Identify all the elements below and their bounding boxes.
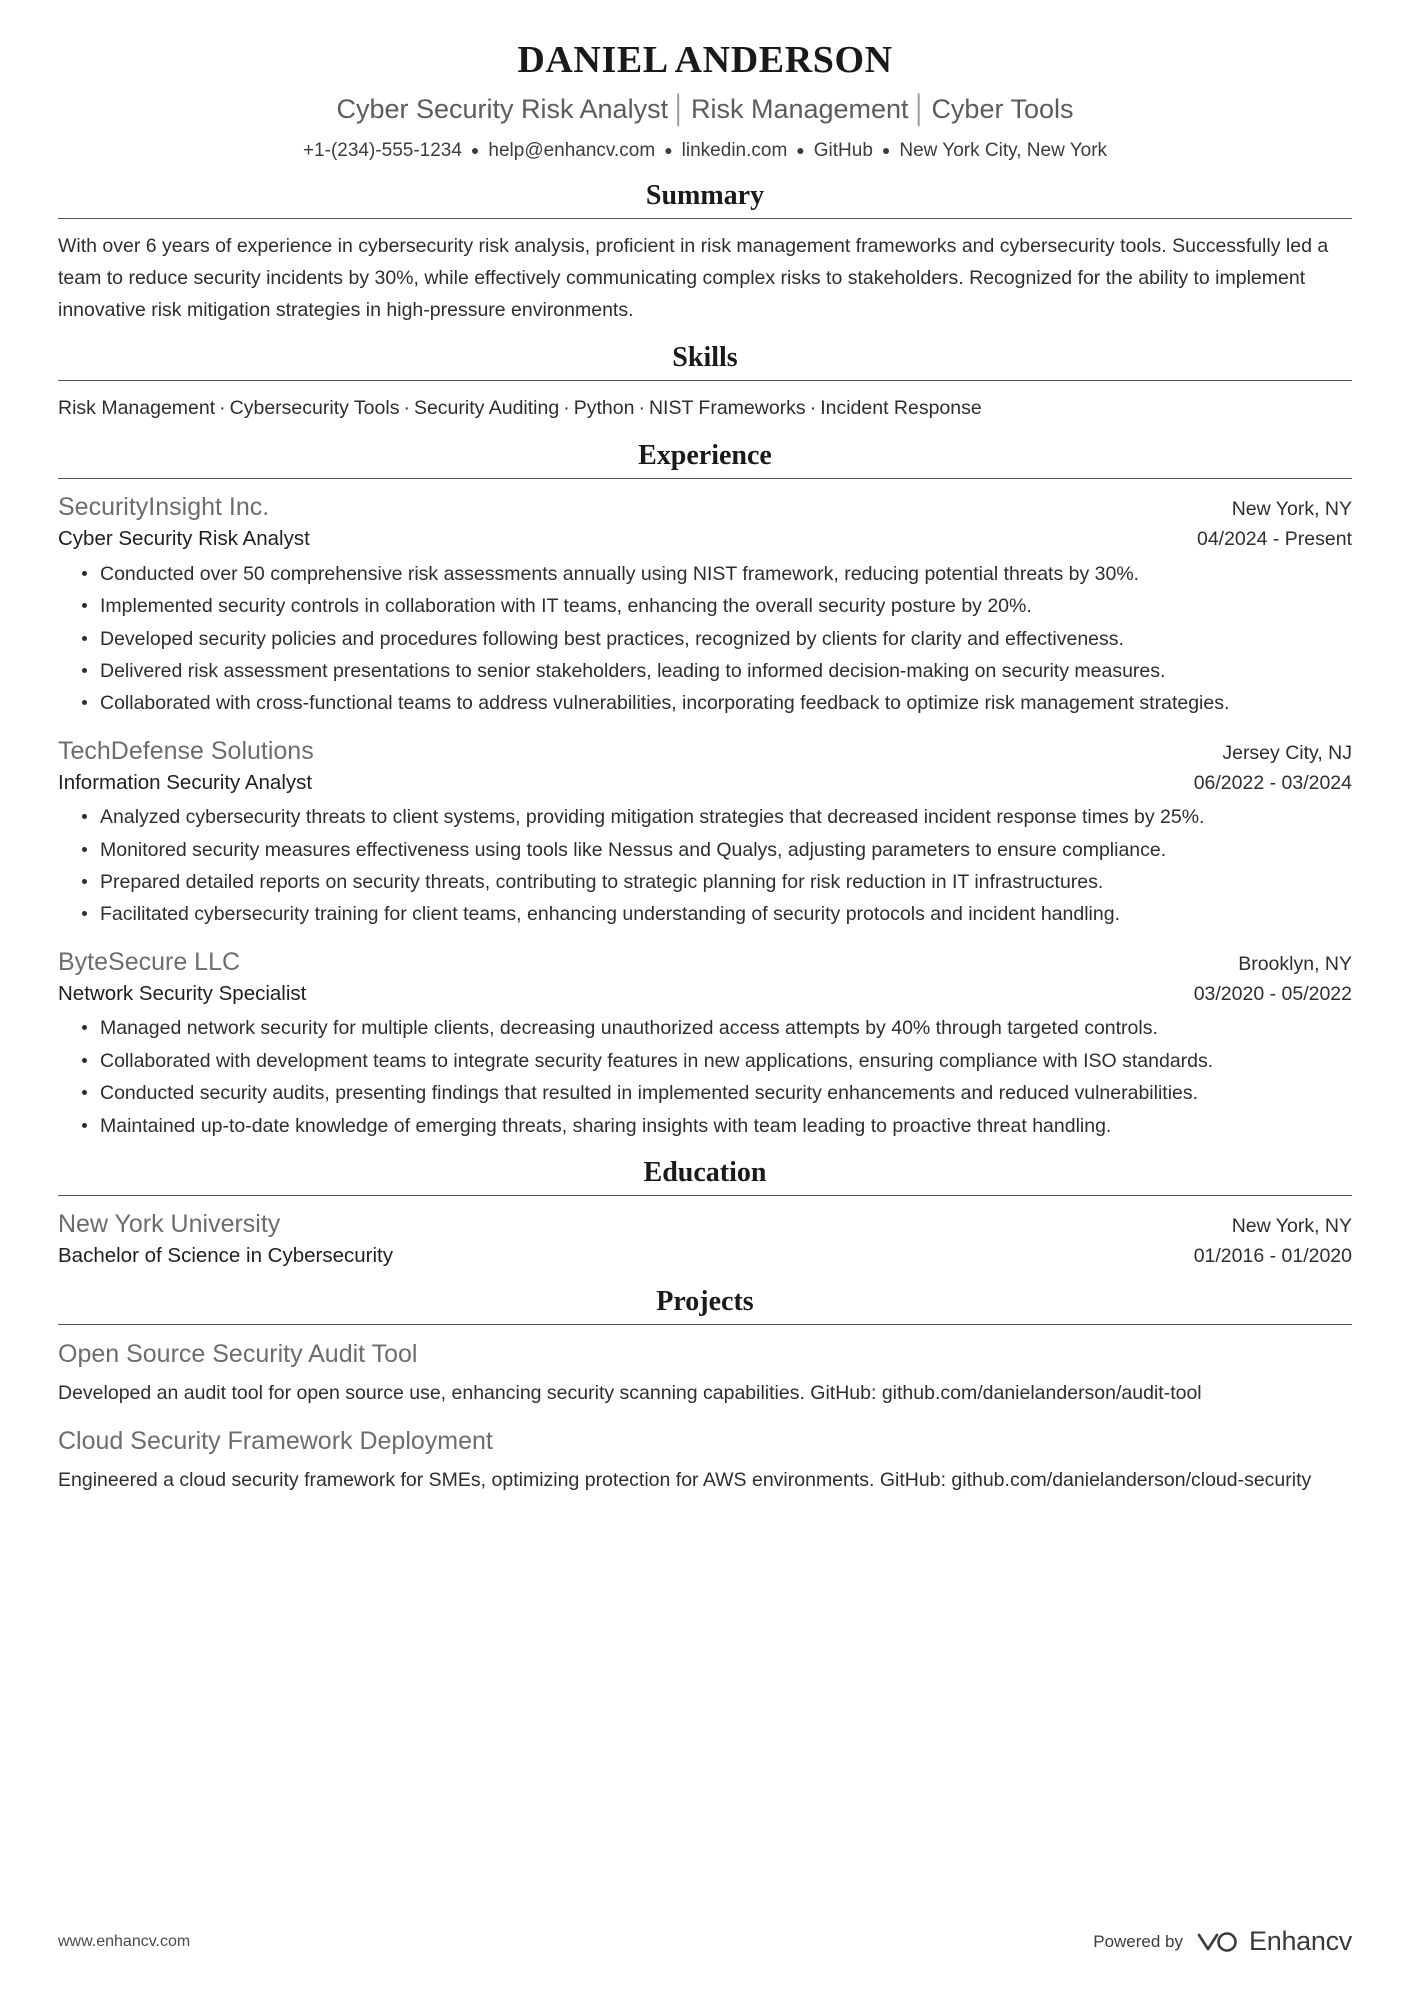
- section-title-skills: Skills: [672, 342, 738, 374]
- job-title: Network Security Specialist: [58, 981, 307, 1005]
- summary-text: With over 6 years of experience in cybersecurity risk analysis, proficient in risk management frameworks and cybersecurity tools. Successfully led a team to reduce security incidents by 30%, while effectively communicating complex risks to stakeholders. Recognized for the ability to implement innovative risk mitigation strategies in high-pressure environments.: [58, 235, 1329, 321]
- experience-entry: [58, 735, 1352, 930]
- job-dates: 03/2020 - 05/2022: [1193, 982, 1352, 1005]
- headline-separator: │: [911, 94, 929, 125]
- job-bullet: Prepared detailed reports on security threats, contributing to strategic planning for risk reduction in IT infrastructures.: [82, 867, 1352, 897]
- experience-entry-header: [58, 491, 1352, 525]
- experience-entry-header: [58, 735, 1352, 769]
- candidate-headline: [58, 91, 1352, 127]
- job-bullet: Analyzed cybersecurity threats to client systems, providing mitigation strategies that decreased incident response times by 25%.: [82, 802, 1352, 832]
- job-bullet: Collaborated with development teams to integrate security features in new applications, ensuring compliance with ISO standards.: [82, 1046, 1352, 1076]
- section-experience: [58, 440, 1352, 1141]
- contact-dot: ●: [470, 142, 480, 159]
- section-title-projects: Projects: [656, 1286, 754, 1318]
- section-divider: [58, 380, 1352, 381]
- degree-dates: 01/2016 - 01/2020: [1193, 1244, 1352, 1267]
- section-divider: [58, 478, 1352, 479]
- resume-header: [58, 36, 1352, 164]
- skill-separator: ·: [403, 397, 410, 420]
- experience-entry: [58, 491, 1352, 718]
- section-divider: [58, 1324, 1352, 1325]
- project-title: Cloud Security Framework Deployment: [58, 1426, 493, 1455]
- job-bullet: Delivered risk assessment presentations to senior stakeholders, leading to informed decision-making on security measures.: [82, 656, 1352, 686]
- skill-item: NIST Frameworks: [648, 397, 806, 420]
- contact-phone: +1-(234)-555-1234: [302, 139, 462, 161]
- education-entry: [58, 1208, 1352, 1270]
- job-bullet: Managed network security for multiple clients, decreasing unauthorized access attempts by 40% through targeted controls.: [82, 1013, 1352, 1043]
- company-name: TechDefense Solutions: [58, 736, 314, 765]
- job-bullet: Conducted over 50 comprehensive risk assessments annually using NIST framework, reducing potential threats by 30%.: [82, 559, 1352, 589]
- experience-entry-subheader: [58, 980, 1352, 1009]
- experience-entry-header: [58, 946, 1352, 980]
- footer-website-url[interactable]: www.enhancv.com: [58, 1932, 191, 1950]
- enhancv-logo: [1195, 1926, 1352, 1957]
- company-location: Brooklyn, NY: [1238, 952, 1352, 975]
- job-bullets: [58, 559, 1352, 719]
- headline-part-3: Cyber Tools: [931, 94, 1074, 125]
- education-entry-subheader: [58, 1242, 1352, 1271]
- skill-separator: ·: [638, 397, 645, 420]
- skill-item: Security Auditing: [413, 397, 560, 420]
- section-title-experience: Experience: [638, 440, 772, 472]
- job-title: Cyber Security Risk Analyst: [58, 527, 310, 551]
- skill-separator: ·: [809, 397, 817, 420]
- section-divider: [58, 1195, 1352, 1196]
- job-bullets: [58, 802, 1352, 930]
- project-entry: [58, 1424, 1352, 1496]
- skill-separator: ·: [219, 397, 226, 420]
- powered-by-label: Powered by: [1093, 1931, 1184, 1951]
- enhancv-mark-icon: [1195, 1927, 1241, 1957]
- contact-github[interactable]: GitHub: [813, 139, 873, 161]
- section-projects: [58, 1286, 1352, 1495]
- section-title-education: Education: [643, 1156, 767, 1188]
- school-name: New York University: [58, 1209, 281, 1238]
- school-location: New York, NY: [1231, 1214, 1352, 1237]
- contact-email[interactable]: help@enhancv.com: [488, 139, 656, 161]
- headline-separator: │: [671, 94, 688, 125]
- project-description: Developed an audit tool for open source use, enhancing security scanning capabilities. GitHub: github.com/danielanderson/audit-tool: [58, 1382, 1202, 1405]
- job-bullet: Facilitated cybersecurity training for client teams, enhancing understanding of security protocols and incident handling.: [82, 899, 1352, 929]
- skill-item: Incident Response: [820, 397, 982, 420]
- job-title: Information Security Analyst: [58, 770, 313, 794]
- job-bullet: Monitored security measures effectiveness using tools like Nessus and Qualys, adjusting parameters to ensure compliance.: [82, 835, 1352, 865]
- job-bullet: Developed security policies and procedures following best practices, recognized by clients for clarity and effectiveness.: [82, 624, 1352, 654]
- job-dates: 06/2022 - 03/2024: [1193, 771, 1352, 794]
- job-dates: 04/2024 - Present: [1196, 528, 1352, 551]
- skill-item: Cybersecurity Tools: [229, 397, 400, 420]
- section-divider: [58, 218, 1352, 219]
- skill-item: Risk Management: [58, 397, 216, 420]
- section-summary: [58, 180, 1352, 326]
- page-footer: [58, 1926, 1352, 1957]
- section-title-summary: Summary: [645, 180, 765, 212]
- job-bullet: Maintained up-to-date knowledge of emerging threats, sharing insights with team leading to proactive threat handling.: [82, 1111, 1352, 1141]
- footer-branding: [1093, 1926, 1352, 1957]
- contact-location: New York City, New York: [899, 139, 1108, 161]
- enhancv-wordmark: Enhancv: [1249, 1926, 1352, 1956]
- contact-linkedin[interactable]: linkedin.com: [681, 139, 788, 161]
- section-skills: [58, 342, 1352, 424]
- education-entry-header: [58, 1208, 1352, 1242]
- contact-dot: ●: [664, 142, 673, 159]
- contact-dot: ●: [881, 142, 891, 159]
- skill-separator: ·: [563, 397, 570, 420]
- job-bullets: [58, 1013, 1352, 1141]
- degree-title: Bachelor of Science in Cybersecurity: [58, 1243, 393, 1267]
- company-name: SecurityInsight Inc.: [58, 493, 270, 522]
- company-location: Jersey City, NJ: [1222, 741, 1352, 764]
- project-title: Open Source Security Audit Tool: [58, 1340, 418, 1369]
- experience-entry: [58, 946, 1352, 1141]
- company-name: ByteSecure LLC: [58, 947, 241, 976]
- contact-line: [58, 138, 1352, 165]
- project-description: Engineered a cloud security framework for SMEs, optimizing protection for AWS environments. GitHub: github.com/danielanderson/cloud-security: [58, 1468, 1312, 1491]
- headline-part-1: Cyber Security Risk Analyst: [336, 94, 669, 125]
- company-location: New York, NY: [1231, 498, 1352, 521]
- contact-dot: ●: [796, 142, 805, 159]
- job-bullet: Conducted security audits, presenting findings that resulted in implemented security enhancements and reduced vulnerabilities.: [82, 1078, 1352, 1108]
- skills-list: [58, 393, 1352, 424]
- candidate-name: DANIEL ANDERSON: [517, 39, 893, 81]
- project-entry: [58, 1337, 1352, 1409]
- job-bullet: Implemented security controls in collaboration with IT teams, enhancing the overall security posture by 20%.: [82, 591, 1352, 621]
- experience-entry-subheader: [58, 525, 1352, 554]
- headline-part-2: Risk Management: [690, 94, 909, 125]
- section-education: [58, 1157, 1352, 1270]
- job-bullet: Collaborated with cross-functional teams to address vulnerabilities, incorporating feedback to optimize risk management strategies.: [82, 688, 1352, 718]
- skill-item: Python: [573, 397, 635, 420]
- experience-entry-subheader: [58, 769, 1352, 798]
